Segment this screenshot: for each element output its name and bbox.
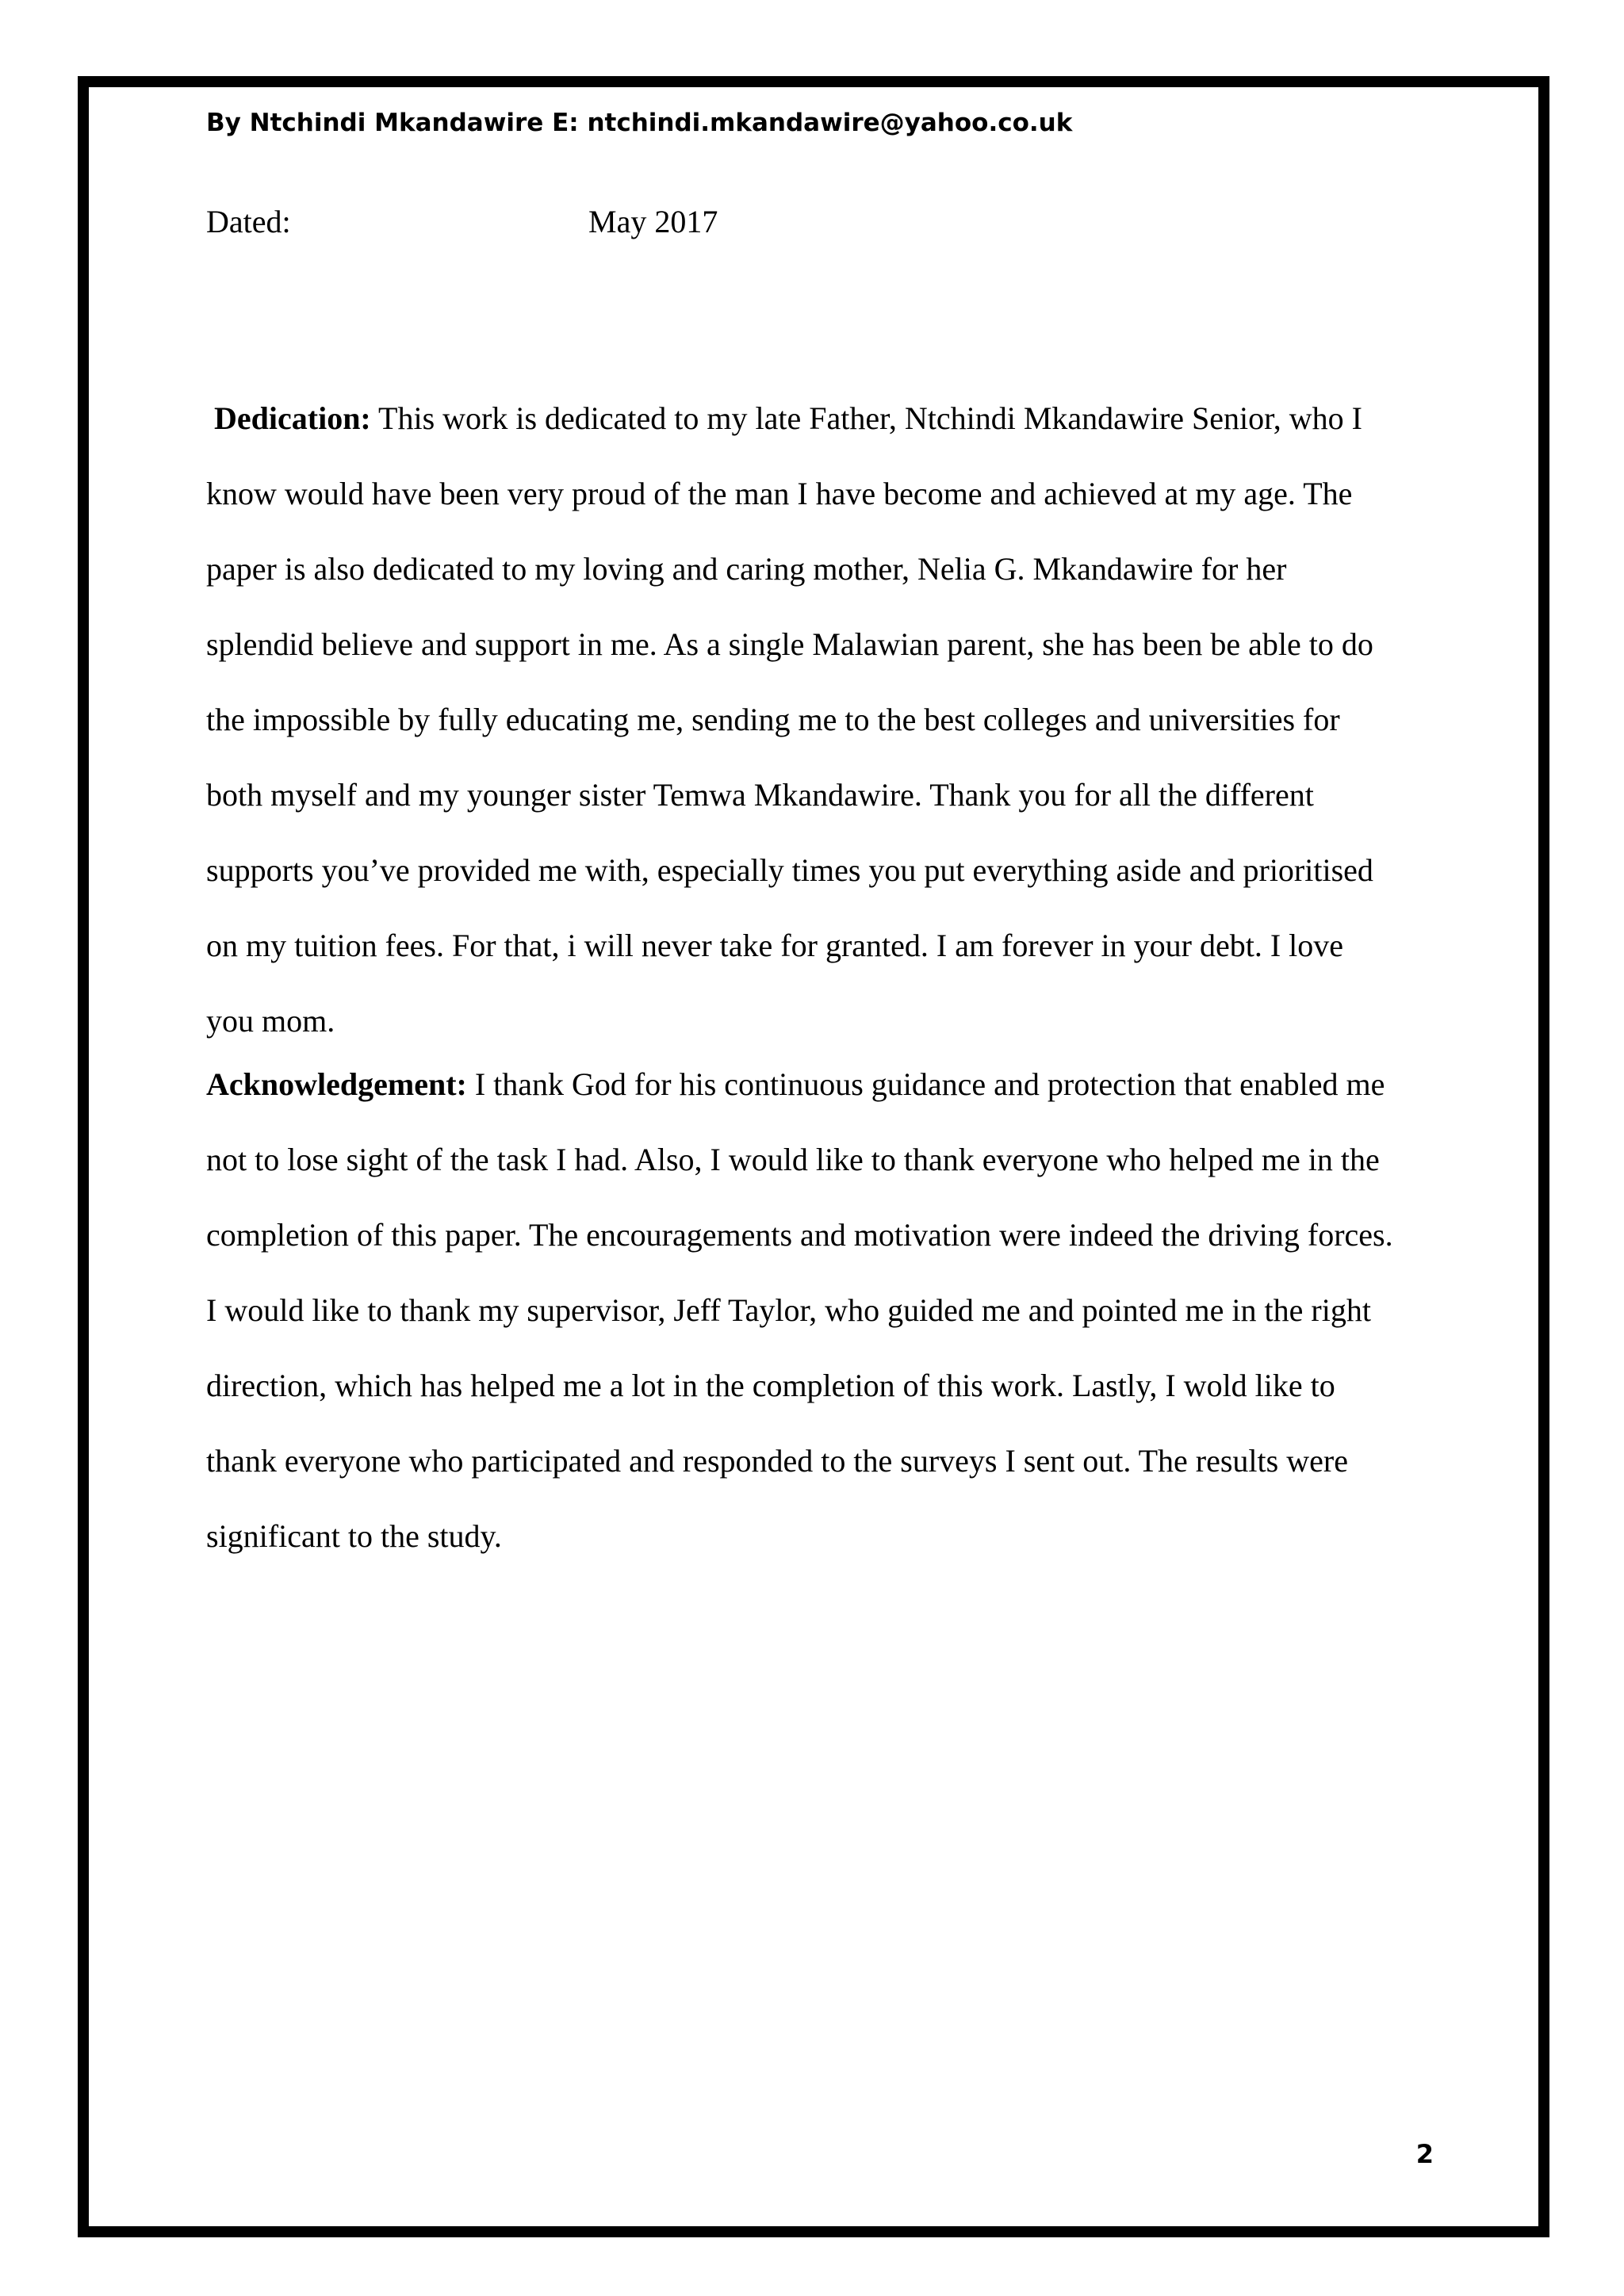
paragraph-line: the impossible by fully educating me, sending me to the best colleges and universities for (206, 702, 1340, 737)
dedication-paragraph (206, 381, 1522, 1058)
paragraph-line: on my tuition fees. For that, i will never take for granted. I am forever in your debt. I love (206, 928, 1344, 963)
paragraph-line: significant to the study. (206, 1518, 502, 1554)
paragraph-line: splendid believe and support in me. As a single Malawian parent, she has been be able to do (206, 626, 1373, 662)
paragraph-line: supports you’ve provided me with, especially times you put everything aside and prioritised (206, 852, 1373, 888)
paragraph-line: paper is also dedicated to my loving and caring mother, Nelia G. Mkandawire for her (206, 551, 1287, 587)
acknowledgement-paragraph (206, 1047, 1522, 1574)
dated-label: Dated: (206, 204, 291, 239)
paragraph-line (206, 381, 1522, 456)
paragraph-line: thank everyone who participated and responded to the surveys I sent out. The results were (206, 1443, 1348, 1479)
acknowledgement-heading: Acknowledgement: (206, 1066, 467, 1102)
paragraph-text: I thank God for his continuous guidance and protection that enabled me (466, 1066, 1385, 1102)
author-header: By Ntchindi Mkandawire E: ntchindi.mkandawire@yahoo.co.uk (206, 109, 1073, 137)
page-number: 2 (1415, 2139, 1434, 2169)
paragraph-text: This work is dedicated to my late Father, Ntchindi Mkandawire Senior, who I (370, 400, 1362, 436)
dated-value: May 2017 (588, 204, 718, 239)
paragraph-line: completion of this paper. The encouragements and motivation were indeed the driving forces. (206, 1217, 1393, 1253)
paragraph-line: direction, which has helped me a lot in the completion of this work. Lastly, I wold like to (206, 1368, 1335, 1403)
paragraph-line: know would have been very proud of the man I have become and achieved at my age. The (206, 476, 1353, 511)
paragraph-line: both myself and my younger sister Temwa Mkandawire. Thank you for all the different (206, 777, 1314, 813)
paragraph-line: I would like to thank my supervisor, Jeff Taylor, who guided me and pointed me in the right (206, 1292, 1371, 1328)
paragraph-line (206, 1047, 1522, 1122)
dedication-heading: Dedication: (214, 400, 371, 436)
paragraph-line: you mom. (206, 1003, 335, 1039)
page-frame (78, 76, 1549, 2237)
paragraph-line: not to lose sight of the task I had. Also, I would like to thank everyone who helped me in the (206, 1142, 1380, 1177)
